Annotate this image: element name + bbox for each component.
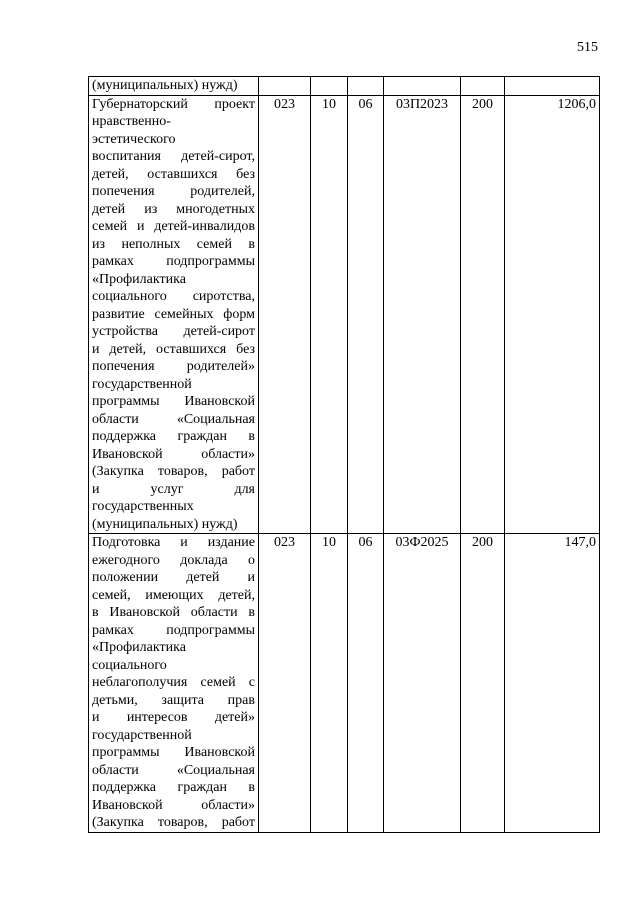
target-article-cell xyxy=(384,77,461,96)
description-line: поддержка граждан в xyxy=(92,429,255,444)
description-line: «Профилактика xyxy=(92,271,186,287)
description-line: неблагополучия семей с xyxy=(92,675,255,690)
description-line: эстетического xyxy=(92,131,176,147)
table-row xyxy=(89,95,600,534)
row-description xyxy=(89,95,259,534)
description-line: Ивановской области» xyxy=(92,797,255,813)
description-line: попечения родителей» xyxy=(92,359,255,374)
expense-type-cell xyxy=(461,77,505,96)
description-line: Ивановской области» xyxy=(92,446,255,462)
amount-cell: 147,0 xyxy=(505,534,600,833)
section-cell: 10 xyxy=(311,534,348,833)
budget-table xyxy=(88,76,600,833)
description-line: детей, оставшихся без xyxy=(92,166,255,182)
description-line: воспитания детей-сирот, xyxy=(92,149,255,164)
description-line: программы Ивановской xyxy=(92,745,255,760)
description-line: рамках подпрограммы xyxy=(92,254,255,269)
description-line: детьми, защита прав xyxy=(92,692,255,708)
description-line: социального xyxy=(92,657,167,673)
description-line: и услуг для xyxy=(92,481,255,497)
description-line: области «Социальная xyxy=(92,411,255,427)
subsection-cell: 06 xyxy=(348,534,384,833)
description-line: в Ивановской области в xyxy=(92,605,255,620)
subsection-cell xyxy=(348,77,384,96)
description-line: (муниципальных) нужд) xyxy=(92,78,238,93)
description-line: ежегодного доклада о xyxy=(92,552,255,568)
target-article-cell: 03Ф2025 xyxy=(384,534,461,833)
continuation-row xyxy=(89,77,600,96)
description-line: и детей, оставшихся без xyxy=(92,341,255,357)
description-line: Подготовка и издание xyxy=(92,535,255,550)
amount-cell: 1206,0 xyxy=(505,95,600,534)
ministry-cell: 023 xyxy=(259,95,311,534)
description-line: государственной xyxy=(92,376,192,392)
amount-cell xyxy=(505,77,600,96)
description-line: развитие семейных форм xyxy=(92,306,255,322)
table-row xyxy=(89,534,600,833)
description-line: (Закупка товаров, работ xyxy=(92,464,255,479)
description-line: положении детей и xyxy=(92,570,255,585)
description-line: попечения родителей, xyxy=(92,184,255,199)
expense-type-cell: 200 xyxy=(461,95,505,534)
description-line: социального сиротства, xyxy=(92,289,255,304)
section-cell xyxy=(311,77,348,96)
description-line: семей, имеющих детей, xyxy=(92,587,255,603)
description-line: (муниципальных) нужд) xyxy=(92,516,238,532)
description-line: Губернаторский проект xyxy=(92,96,255,112)
expense-type-cell: 200 xyxy=(461,534,505,833)
description-line: семей и детей-инвалидов xyxy=(92,219,255,234)
description-line: детей из многодетных xyxy=(92,201,255,217)
description-line: государственных xyxy=(92,499,194,514)
target-article-cell: 03П2023 xyxy=(384,95,461,534)
description-line: устройства детей-сирот xyxy=(92,324,255,339)
page-number: 515 xyxy=(577,40,598,55)
description-line: государственной xyxy=(92,727,192,743)
description-line: области «Социальная xyxy=(92,762,255,778)
ministry-cell: 023 xyxy=(259,534,311,833)
row-description xyxy=(89,534,259,833)
description-line: программы Ивановской xyxy=(92,394,255,409)
section-cell: 10 xyxy=(311,95,348,534)
description-line: «Профилактика xyxy=(92,640,186,655)
description-line: (Закупка товаров, работ xyxy=(92,815,255,830)
continuation-description xyxy=(89,77,259,96)
description-line: поддержка граждан в xyxy=(92,780,255,795)
description-line: рамках подпрограммы xyxy=(92,622,255,638)
subsection-cell: 06 xyxy=(348,95,384,534)
description-line: из неполных семей в xyxy=(92,236,255,252)
description-line: и интересов детей» xyxy=(92,710,255,725)
ministry-cell xyxy=(259,77,311,96)
description-line: нравственно- xyxy=(92,114,171,129)
